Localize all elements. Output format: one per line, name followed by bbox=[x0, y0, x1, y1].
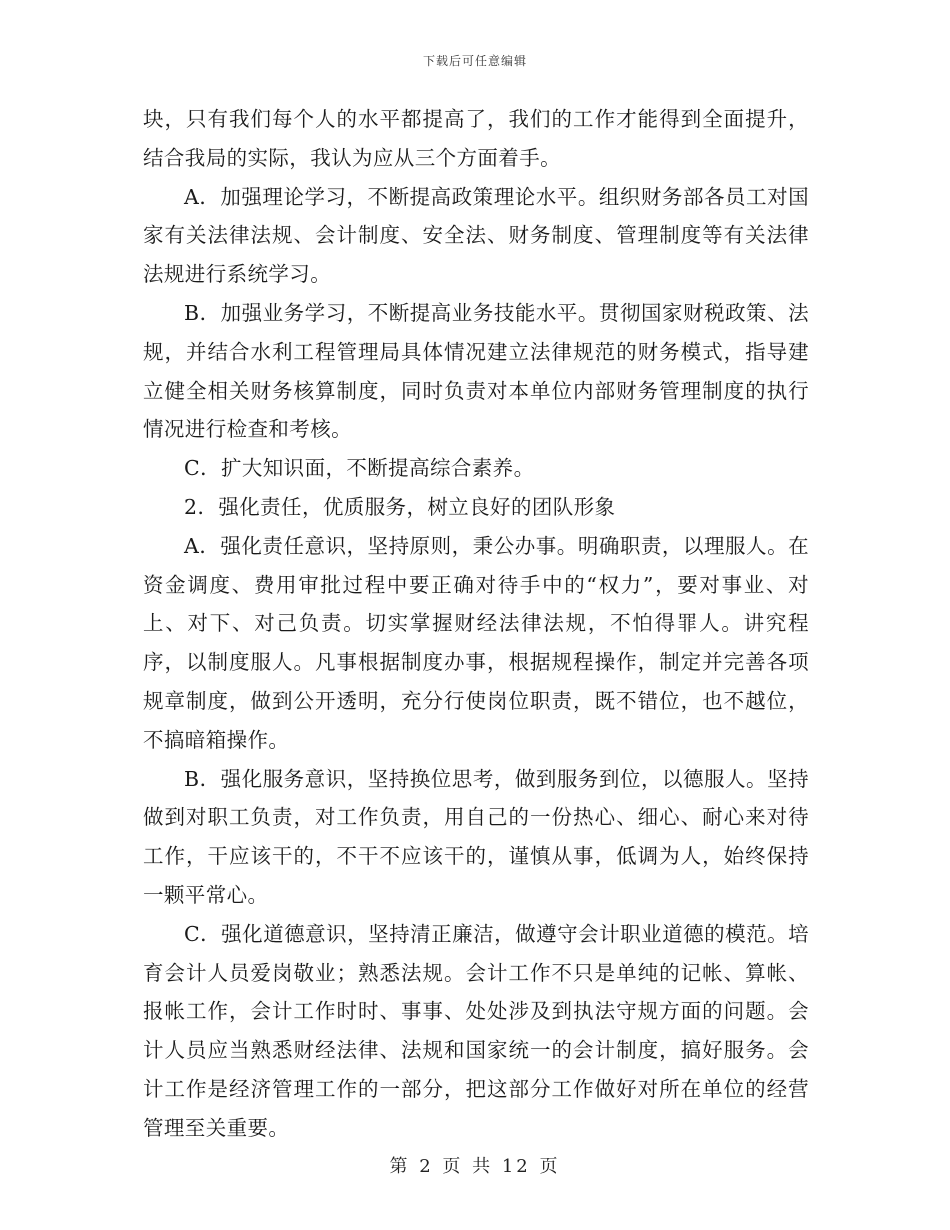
section-heading-2: 2．强化责任，优质服务，树立良好的团队形象 bbox=[184, 494, 616, 519]
document-body bbox=[143, 100, 809, 1148]
paragraph-3: B．加强业务学习，不断提高业务技能水平。贯彻国家财税政策、法规，并结合水利工程管理局具体情况建立法律规范的财务模式，指导建立健全相关财务核算制度，同时负责对本单位内部财务管理制度的执行情况进行检查和考核。 bbox=[143, 300, 809, 442]
page-number: 第 2 页 共 12 页 bbox=[389, 1156, 561, 1177]
page-header: 下载后可任意编辑 bbox=[422, 54, 527, 68]
paragraph-7: B．强化服务意识，坚持换位思考，做到服务到位，以德服人。坚持做到对职工负责，对工作负责，用自己的一份热心、细心、耐心来对待工作，干应该干的，不干不应该干的，谨慎从事，低调为人，始终保持一颗平常心。 bbox=[143, 766, 809, 907]
paragraph-1: 块，只有我们每个人的水平都提高了，我们的工作才能得到全面提升，结合我局的实际，我认为应从三个方面着手。 bbox=[143, 107, 809, 170]
paragraph-4: C．扩大知识面，不断提高综合素养。 bbox=[184, 456, 535, 481]
paragraph-6: A．强化责任意识，坚持原则，秉公办事。明确职责，以理服人。在资金调度、费用审批过程中要正确对待手中的“权力”，要对事业、对上、对下、对己负责。切实掌握财经法律法规，不怕得罪人。讲究程序，以制度服人。凡事根据制度办事，根据规程操作，制定并完善各项规章制度，做到公开透明，充分行使岗位职责，既不错位，也不越位，不搞暗箱操作。 bbox=[143, 533, 809, 752]
paragraph-8: C．强化道德意识，坚持清正廉洁，做遵守会计职业道德的模范。培育会计人员爱岗敬业；熟悉法规。会计工作不只是单纯的记帐、算帐、报帐工作，会计工作时时、事事、处处涉及到执法守规方面的问题。会计人员应当熟悉财经法律、法规和国家统一的会计制度，搞好服务。会计工作是经济管理工作的一部分，把这部分工作做好对所在单位的经营管理至关重要。 bbox=[143, 921, 809, 1140]
paragraph-2: A．加强理论学习，不断提高政策理论水平。组织财务部各员工对国家有关法律法规、会计制度、安全法、财务制度、管理制度等有关法律法规进行系统学习。 bbox=[143, 184, 809, 287]
